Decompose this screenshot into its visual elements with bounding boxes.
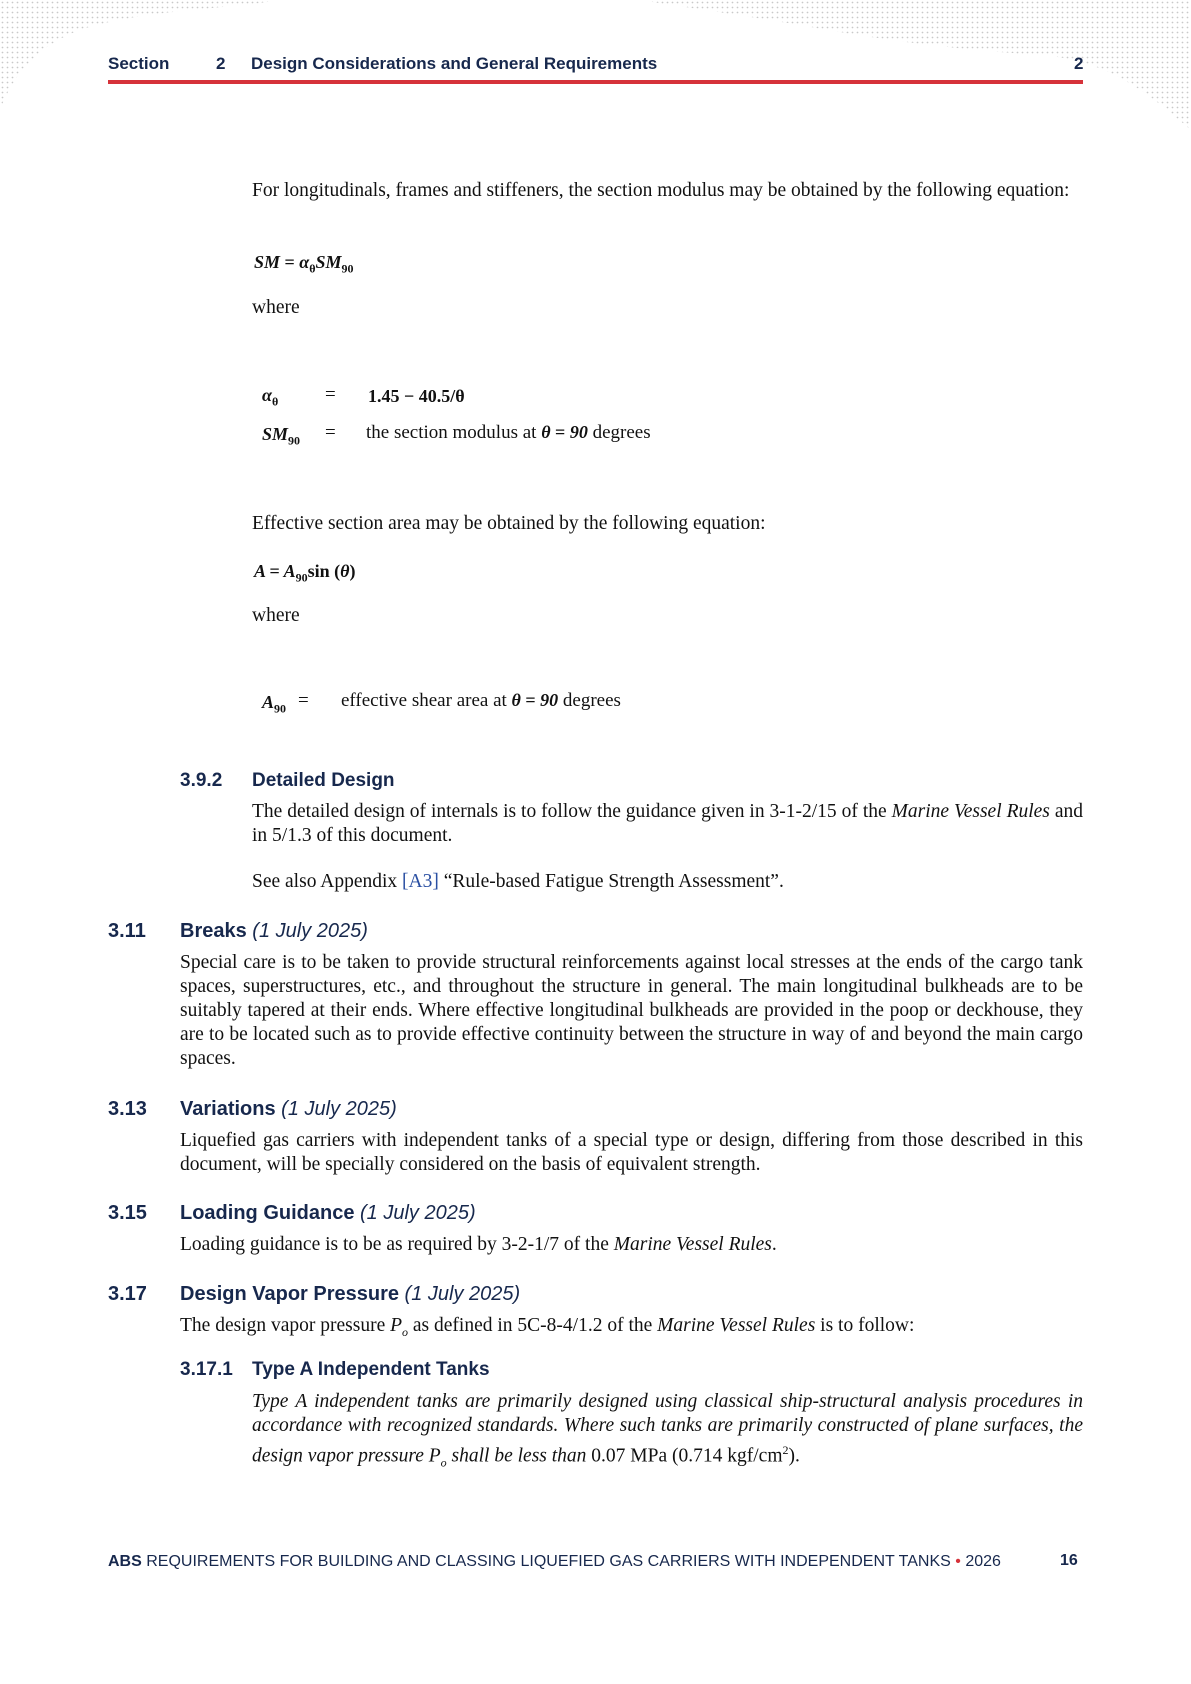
paragraph-loading-guidance xyxy=(180,1233,777,1257)
heading-3-17-date: (1 July 2025) xyxy=(404,1283,521,1305)
paragraph-type-a-tanks xyxy=(252,1390,1083,1474)
footer-brand: ABS xyxy=(108,1553,142,1570)
heading-3-17-title: Design Vapor Pressure xyxy=(180,1283,399,1305)
equation-effective-area: $A = A_{90}\sin$ (θ) xyxy=(254,561,356,585)
where-label-2: where xyxy=(252,605,300,626)
symbol-alpha-theta: $\alpha_\theta$ xyxy=(262,385,279,409)
paragraph-section-modulus: For longitudinals, frames and stiffeners, the section modulus may be obtained by the following equation: xyxy=(252,180,1070,201)
header-page-ref: 2 xyxy=(1074,54,1084,73)
def2-text-post: degrees xyxy=(592,422,651,443)
vapor-pressure-text-pre: The design vapor pressure xyxy=(180,1315,391,1336)
symbol-p-sub: o xyxy=(402,1324,409,1339)
symbol-p-sub-2: o xyxy=(440,1455,447,1470)
type-a-text-end: ). xyxy=(788,1445,800,1467)
see-also-post: “Rule-based Fatigue Strength Assessment”. xyxy=(438,871,784,892)
def1-equals: = xyxy=(325,384,336,405)
def1-value: 1.45 − 40.5/θ xyxy=(368,386,465,406)
marine-vessel-rules-ref-3: Marine Vessel Rules xyxy=(657,1315,816,1336)
type-a-sup: 2 xyxy=(782,1443,789,1457)
heading-3-9-2-title: Detailed Design xyxy=(252,770,395,791)
paragraph-effective-area: Effective section area may be obtained by the following equation: xyxy=(252,513,766,534)
heading-3-15 xyxy=(180,1202,476,1225)
header-section-title: Design Considerations and General Requirements xyxy=(251,54,658,73)
type-a-text-italic: Type A independent tanks are primarily designed using classical ship-structural analysis procedures in accordance with recognized standards. Where such tanks are primarily constructed of plane surfaces, the design vapor pressure xyxy=(252,1391,1083,1467)
footer-title: REQUIREMENTS FOR BUILDING AND CLASSING LIQUEFIED GAS CARRIERS WITH INDEPENDENT TANKS xyxy=(146,1553,951,1570)
heading-3-11 xyxy=(180,920,368,943)
heading-3-17-1-title: Type A Independent Tanks xyxy=(252,1359,490,1380)
theta-equals-90-b: θ = 90 xyxy=(511,690,559,710)
loading-guidance-text-post: . xyxy=(771,1234,777,1255)
detailed-design-text-post: and in 5/1.3 of this document. xyxy=(252,801,1084,846)
paragraph-breaks: Special care is to be taken to provide structural reinforcements against local stresses at the ends of the cargo tank spaces, superstructures, etc., and throughout the structure in general. The main longitudinal bulkheads are to be suitably tapered at their ends. Where effective longitudinal bulkheads are provided in the poop or deckhouse, they are to be located such as to provide effective continuity between the structure in way of and beyond the main cargo spaces. xyxy=(180,952,1083,1069)
def2-text-pre: the section modulus at xyxy=(366,422,537,443)
heading-3-15-date: (1 July 2025) xyxy=(360,1202,476,1224)
heading-3-9-2-number: 3.9.2 xyxy=(180,770,223,791)
header-section-number: 2 xyxy=(216,54,226,73)
def3-text-post: degrees xyxy=(562,690,621,711)
symbol-p-2: P xyxy=(428,1445,441,1467)
footer-year: 2026 xyxy=(965,1553,1001,1570)
paragraph-design-vapor-pressure xyxy=(180,1314,914,1344)
appendix-a3-link[interactable]: [A3] xyxy=(402,871,439,892)
paragraph-variations: Liquefied gas carriers with independent tanks of a special type or design, differing from those described in this document, will be specially considered on the basis of equivalent strength. xyxy=(180,1130,1083,1175)
running-header xyxy=(108,54,1083,80)
page-number: 16 xyxy=(1060,1552,1078,1569)
heading-3-15-title: Loading Guidance xyxy=(180,1202,355,1224)
header-rule xyxy=(108,80,1083,84)
heading-3-11-number: 3.11 xyxy=(108,920,146,942)
heading-3-15-number: 3.15 xyxy=(108,1202,147,1224)
heading-3-13-title: Variations xyxy=(180,1098,276,1120)
heading-3-11-title: Breaks xyxy=(180,920,247,942)
heading-3-11-date: (1 July 2025) xyxy=(252,920,368,942)
vapor-pressure-text-post: is to follow: xyxy=(815,1315,915,1336)
def2-equals: = xyxy=(325,422,336,443)
footer-separator: • xyxy=(955,1553,961,1570)
symbol-p: P xyxy=(390,1315,403,1336)
heading-3-17-1-number: 3.17.1 xyxy=(180,1359,233,1380)
type-a-pressure-value: 0.07 MPa (0.714 kgf/cm xyxy=(591,1445,783,1467)
where-label-1: where xyxy=(252,297,300,318)
def3-text xyxy=(341,690,621,712)
heading-3-17 xyxy=(180,1283,520,1306)
see-also-pre: See also Appendix xyxy=(252,871,403,892)
detailed-design-text-pre: The detailed design of internals is to follow the guidance given in 3-1-2/15 of the xyxy=(252,801,892,822)
marine-vessel-rules-ref-1: Marine Vessel Rules xyxy=(891,801,1050,822)
vapor-pressure-text-mid: as defined in 5C-8-4/1.2 of the xyxy=(408,1315,658,1336)
loading-guidance-text-pre: Loading guidance is to be as required by 3-2-1/7 of the xyxy=(180,1234,614,1255)
theta-equals-90: θ = 90 xyxy=(541,422,588,442)
heading-3-13-date: (1 July 2025) xyxy=(281,1098,397,1120)
type-a-text-italic-2: shall be less than xyxy=(446,1445,592,1467)
running-footer xyxy=(108,1552,1008,1572)
def2-text xyxy=(366,422,651,444)
symbol-a90: $A_{90}$ xyxy=(262,692,287,716)
paragraph-detailed-design xyxy=(252,800,1083,848)
equation-section-modulus: SM = $\alpha_\theta SM_{90}$ xyxy=(254,252,354,276)
header-section-word: Section xyxy=(108,54,170,73)
symbol-sm90: $SM_{90}$ xyxy=(262,424,301,448)
def3-text-pre: effective shear area at xyxy=(341,690,507,711)
marine-vessel-rules-ref-2: Marine Vessel Rules xyxy=(613,1234,772,1255)
heading-3-13-number: 3.13 xyxy=(108,1098,147,1120)
heading-3-13 xyxy=(180,1098,397,1121)
def3-equals: = xyxy=(298,690,309,711)
paragraph-see-also xyxy=(252,870,784,894)
heading-3-17-number: 3.17 xyxy=(108,1283,147,1305)
